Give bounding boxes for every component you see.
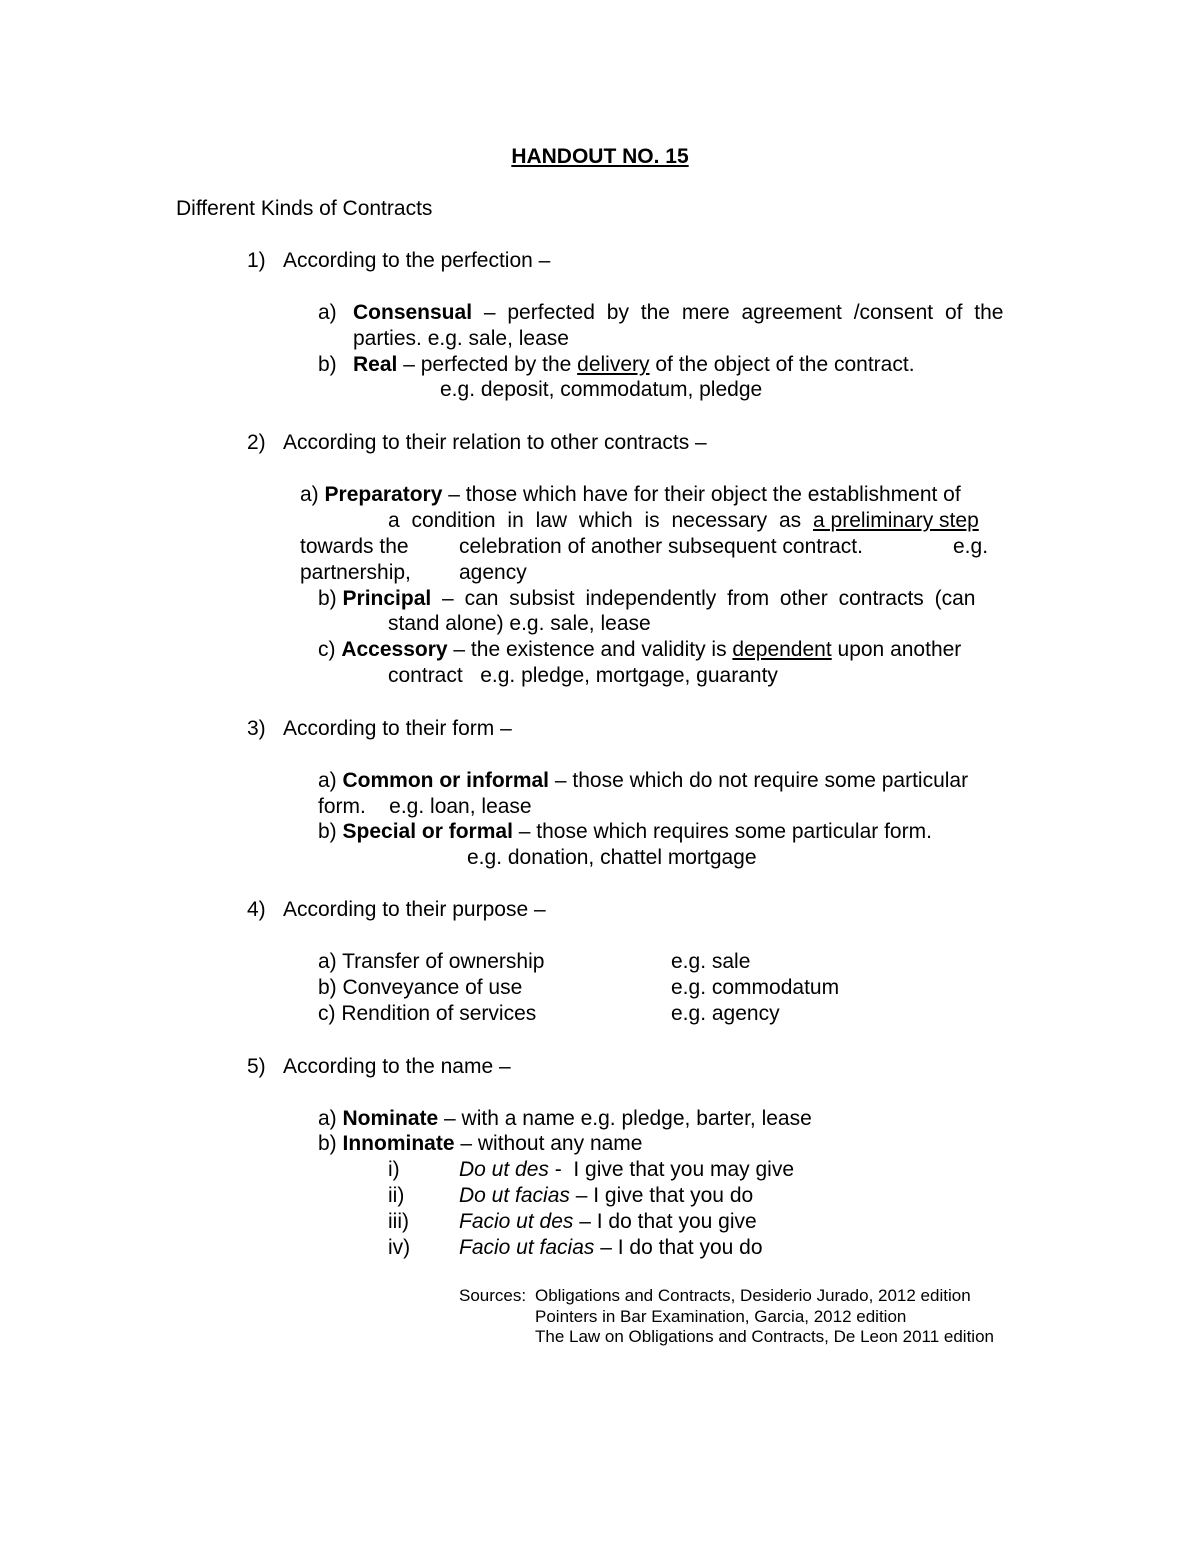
s1-b-pre: – perfected by the [397,353,578,376]
s5-b-text: – without any name [454,1132,643,1155]
s1-b-post: of the object of the contract. [649,353,915,376]
s5-a-text: – with a name e.g. pledge, barter, lease [438,1107,812,1130]
section-3-number: 3) [247,717,266,740]
page-title: HANDOUT NO. 15 [511,145,689,168]
s2-c-term: Accessory [341,638,448,661]
s5-sub-line [459,1185,753,1206]
s2-b-label: b) [318,587,343,610]
s4-row-example: e.g. agency [671,1002,780,1025]
s2-c-pre: – the existence and validity is [447,638,733,661]
section-1-number: 1) [247,249,266,272]
s5-sub-text: – I do that you do [594,1236,763,1259]
s1-a-text: – perfected by the mere agreement /consent of the [472,301,1004,324]
section-4-heading: According to their purpose – [283,898,546,921]
s1-b-line [353,354,915,375]
s3-b-term: Special or formal [342,820,513,843]
s2-b-cont: stand alone) e.g. sale, lease [388,612,651,635]
s2-a-label: a) [300,483,325,506]
s5-sub-line [459,1237,763,1258]
s3-b-text: – those which requires some particular form. [512,820,932,843]
s3-a-term: Common or informal [342,769,550,792]
s4-row-item: b) Conveyance of use [318,976,523,999]
s4-row-item: c) Rendition of services [318,1002,537,1025]
s2-c-label: c) [318,638,342,661]
s1-a-line [353,302,1021,323]
s3-b-example: e.g. donation, chattel mortgage [467,846,757,869]
s1-a-term: Consensual [353,301,473,324]
s5-sub-line [459,1159,794,1180]
section-4-number: 4) [247,898,266,921]
s3-b-line [318,821,932,842]
source-line: The Law on Obligations and Contracts, De Leon 2011 edition [535,1327,994,1346]
s4-row-example: e.g. commodatum [671,976,840,999]
s3-a-cont: form. e.g. loan, lease [318,795,532,818]
s5-sub-line [459,1211,757,1232]
s2-c-line [318,639,961,660]
s5-a-label: a) [318,1107,343,1130]
s5-sub-latin: Do ut facias [459,1184,570,1207]
s2-a-line2-underline: a preliminary step [813,509,979,532]
s5-sub-text: – I give that you do [569,1184,754,1207]
s5-b-term: Innominate [342,1132,455,1155]
section-2-number: 2) [247,431,266,454]
s5-sub-number: i) [388,1158,400,1181]
s3-a-label: a) [318,769,343,792]
s2-a-line2 [388,510,979,531]
s5-sub-latin: Do ut des [459,1158,549,1181]
s2-a-line3c: e.g. [953,535,989,558]
s2-a-line2-pre: a condition in law which is necessary as [388,509,814,532]
s1-b-underline: delivery [577,353,650,376]
s1-a-cont: parties. e.g. sale, lease [353,327,569,350]
s1-a-label: a) [318,301,337,324]
s2-a-term: Preparatory [324,483,443,506]
s5-sub-number: ii) [388,1184,405,1207]
s4-row-item: a) Transfer of ownership [318,950,545,973]
s2-a-line4b: agency [459,561,527,584]
s5-sub-text: – I do that you give [573,1210,757,1233]
section-5-number: 5) [247,1055,266,1078]
section-2-heading: According to their relation to other contracts – [283,431,707,454]
s2-c-cont: contract e.g. pledge, mortgage, guaranty [388,664,778,687]
s4-row-example: e.g. sale [671,950,751,973]
s5-b-line [318,1133,642,1154]
intro-heading: Different Kinds of Contracts [176,197,433,220]
s5-sub-number: iii) [388,1210,409,1233]
s5-a-line [318,1108,812,1129]
s5-sub-latin: Facio ut des [459,1210,574,1233]
s2-a-line4a: partnership, [300,561,411,584]
s5-b-label: b) [318,1132,343,1155]
s2-a-line [300,484,961,505]
s3-a-text: – those which do not require some particular [549,769,969,792]
s5-sub-latin: Facio ut facias [459,1236,595,1259]
s3-b-label: b) [318,820,343,843]
s5-sub-number: iv) [388,1236,411,1259]
source-line: Pointers in Bar Examination, Garcia, 2012 edition [535,1307,907,1326]
s2-a-line3b: celebration of another subsequent contract. [459,535,863,558]
section-3-heading: According to their form – [283,717,512,740]
sources-label: Sources: [459,1286,527,1305]
section-1-heading: According to the perfection – [283,249,551,272]
s3-a-line [318,770,968,791]
s2-b-text: – can subsist independently from other contracts (can [431,587,976,610]
s5-a-term: Nominate [342,1107,439,1130]
s5-sub-text: - I give that you may give [548,1158,794,1181]
source-line: Obligations and Contracts, Desiderio Jurado, 2012 edition [535,1286,971,1305]
s2-a-text: – those which have for their object the establishment of [442,483,961,506]
s2-a-line3a: towards the [300,535,409,558]
s2-b-term: Principal [342,587,432,610]
section-5-heading: According to the name – [283,1055,511,1078]
s1-b-term: Real [353,353,398,376]
s1-b-label: b) [318,353,337,376]
s2-c-underline: dependent [732,638,832,661]
s1-b-example: e.g. deposit, commodatum, pledge [440,378,763,401]
s2-c-post: upon another [831,638,962,661]
s2-b-line [318,588,976,609]
